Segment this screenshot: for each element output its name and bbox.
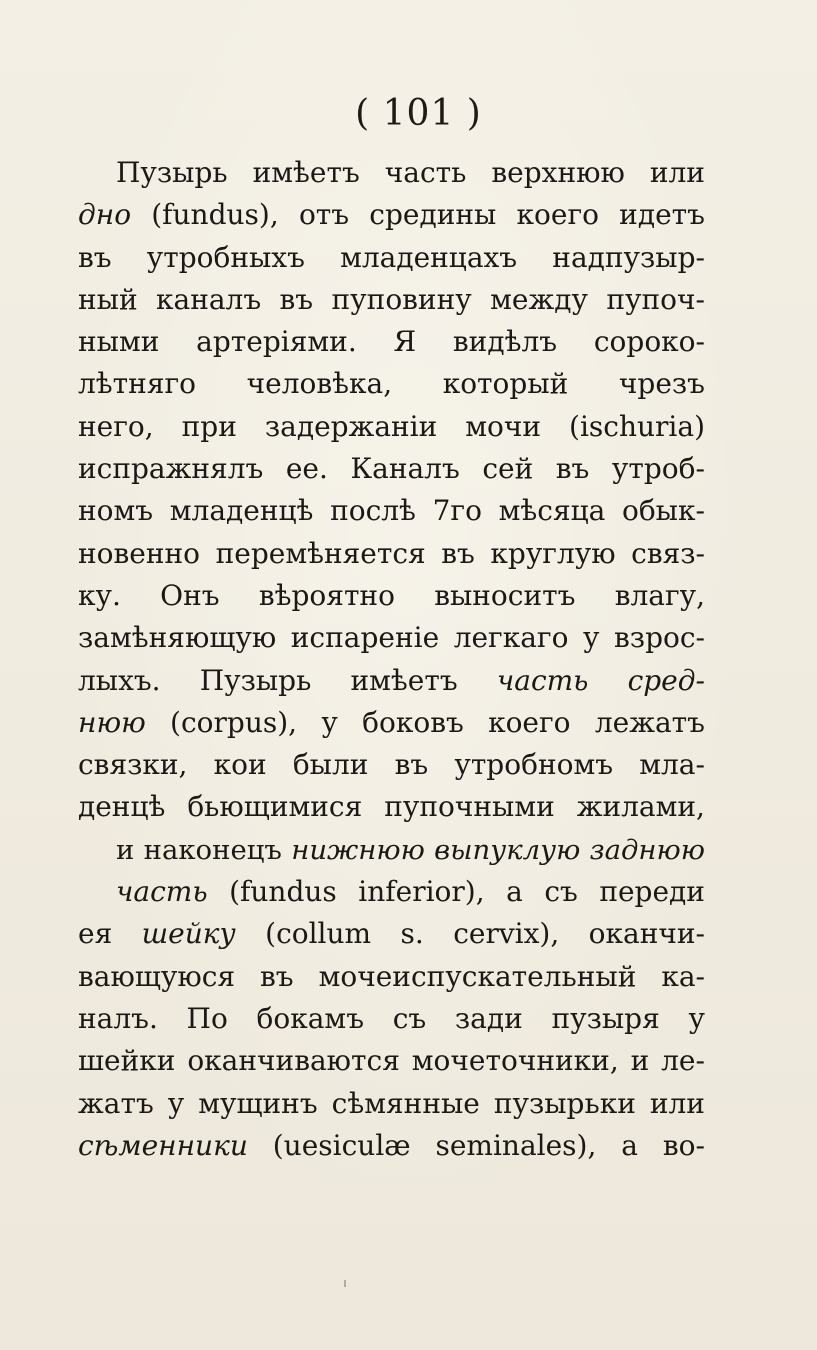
word: во-: [662, 1128, 705, 1162]
word: (fundus: [229, 875, 337, 909]
word: мущинъ: [198, 1086, 318, 1120]
word: ее.: [285, 452, 328, 486]
word: оканчиваются: [187, 1044, 400, 1078]
word: сѣмянные: [331, 1086, 480, 1120]
word: и: [630, 1044, 650, 1078]
word: утробномъ: [454, 748, 614, 782]
word: (uesiculæ: [272, 1128, 411, 1162]
word: съ: [392, 1001, 427, 1035]
word: (fundus),: [151, 198, 279, 232]
word: ея: [78, 917, 113, 951]
body-text: [78, 152, 705, 1167]
text-line: [78, 1125, 705, 1167]
word: и: [116, 833, 135, 866]
word: у: [583, 621, 600, 655]
word: seminales),: [435, 1128, 597, 1162]
text-line: [78, 194, 705, 236]
word: нюю: [78, 705, 146, 739]
text-line: [78, 490, 705, 532]
word: испражнялъ: [78, 452, 264, 486]
word: кои: [213, 748, 267, 782]
word: сороко-: [593, 325, 705, 359]
word: въ: [555, 452, 590, 486]
word: него,: [78, 409, 154, 443]
word: По: [186, 1001, 228, 1035]
word: отъ: [298, 198, 350, 232]
word: сред-: [627, 663, 705, 697]
word: шейку: [141, 917, 236, 951]
word: утробныхъ: [146, 240, 305, 274]
word: ле-: [661, 1044, 705, 1078]
word: въ: [441, 536, 475, 570]
word: младенцахъ: [340, 240, 518, 274]
word: выпуклую: [434, 833, 581, 866]
word: пузыря: [551, 1001, 660, 1035]
page-number: ( 101 ): [355, 93, 482, 134]
word: пупоч-: [606, 282, 705, 316]
word: дно: [78, 198, 132, 232]
word: бокамъ: [256, 1001, 365, 1035]
word: утроб-: [611, 452, 705, 486]
word: мочеточники,: [411, 1044, 619, 1078]
word: артерiями.: [196, 325, 357, 359]
word: съ: [544, 875, 578, 909]
word: зади: [454, 1001, 523, 1035]
word: верхнюю: [491, 156, 625, 189]
word: младенцѣ: [169, 494, 314, 528]
word: жатъ: [78, 1086, 154, 1120]
word: новенно: [78, 536, 201, 570]
word: взрос-: [614, 621, 705, 655]
word: человѣка,: [246, 367, 393, 401]
word: нижнюю: [291, 833, 425, 866]
word: мочи: [465, 409, 542, 443]
text-line: [78, 956, 705, 998]
word: круглую: [490, 536, 616, 570]
word: Я: [393, 325, 417, 359]
word: при: [181, 409, 237, 443]
word: у: [321, 705, 338, 739]
word: сѣменники: [78, 1128, 248, 1162]
text-line: [78, 237, 705, 279]
text-line: [78, 660, 705, 702]
word: замѣняющую: [78, 621, 277, 655]
word: перемѣняется: [215, 536, 426, 570]
word: были: [292, 748, 369, 782]
text-line: [78, 617, 705, 659]
word: ку.: [78, 578, 121, 612]
text-line: [78, 702, 705, 744]
word: пузырьки: [493, 1086, 636, 1120]
word: 7го: [432, 494, 482, 528]
word: въ: [260, 959, 294, 993]
word: пупочными: [384, 790, 555, 824]
word: въ: [279, 282, 314, 316]
word: денцѣ: [78, 790, 166, 824]
word: испаренiе: [290, 621, 440, 655]
word: сей: [482, 452, 534, 486]
word: часть: [496, 663, 589, 697]
word: номъ: [78, 494, 154, 528]
scan-speck: [344, 1280, 346, 1287]
word: связки,: [78, 748, 188, 782]
word: (ischuria): [569, 409, 705, 443]
text-line: [78, 321, 705, 363]
word: жилами,: [576, 790, 705, 824]
word: бьющимися: [187, 790, 363, 824]
word: легкаго: [453, 621, 569, 655]
word: вающуюся: [78, 959, 236, 993]
text-line: [78, 363, 705, 405]
word: или: [649, 156, 705, 189]
word: мѣсяца: [498, 494, 606, 528]
word: между: [490, 282, 588, 316]
text-line: [78, 913, 705, 955]
word: или: [649, 1086, 705, 1120]
word: ка-: [661, 959, 705, 993]
word: s.: [400, 917, 424, 951]
word: у: [167, 1086, 185, 1120]
word: налъ.: [78, 1001, 158, 1035]
word: видѣлъ: [452, 325, 558, 359]
text-line: [78, 279, 705, 321]
word: лѣтняго: [78, 367, 197, 401]
word: который: [442, 367, 569, 401]
word: часть: [384, 156, 467, 189]
word: связ-: [631, 536, 705, 570]
word: ными: [78, 325, 160, 359]
word: боковъ: [362, 705, 464, 739]
text-line: [78, 406, 705, 448]
word: имѣетъ: [252, 156, 360, 189]
word: inferior),: [358, 875, 485, 909]
word: задержанiи: [264, 409, 438, 443]
word: лыхъ.: [78, 663, 161, 697]
word: коего: [488, 705, 571, 739]
word: послѣ: [330, 494, 416, 528]
word: заднюю: [589, 833, 705, 866]
word: вѣроятно: [258, 578, 395, 612]
word: у: [688, 1001, 705, 1035]
word: а: [621, 1128, 638, 1162]
text-line: [78, 575, 705, 617]
word: Онъ: [160, 578, 220, 612]
word: мла-: [639, 748, 705, 782]
word: лежатъ: [594, 705, 705, 739]
word: выноситъ: [434, 578, 576, 612]
word: надпузыр-: [552, 240, 705, 274]
word: наконецъ: [143, 833, 282, 866]
word: (corpus),: [170, 705, 298, 739]
text-line: [78, 744, 705, 786]
word: каналъ: [156, 282, 262, 316]
text-line: [78, 533, 705, 575]
word: обык-: [621, 494, 705, 528]
word: Каналъ: [350, 452, 460, 486]
word: часть: [116, 875, 208, 909]
word: пуповину: [331, 282, 472, 316]
text-line: [78, 871, 705, 913]
word: cervix),: [453, 917, 560, 951]
word: чрезъ: [618, 367, 705, 401]
word: мочеиспускательный: [318, 959, 637, 993]
word: въ: [78, 240, 112, 274]
word: (collum: [265, 917, 372, 951]
text-line: [78, 152, 705, 194]
word: Пузырь: [116, 156, 228, 189]
word: коего: [516, 198, 599, 232]
word: ный: [78, 282, 138, 316]
word: средины: [369, 198, 497, 232]
word: идетъ: [619, 198, 705, 232]
text-line: [78, 1083, 705, 1125]
word: переди: [599, 875, 705, 909]
text-line: [78, 786, 705, 828]
text-line: [78, 829, 705, 871]
word: шейки: [78, 1044, 176, 1078]
word: а: [506, 875, 523, 909]
word: въ: [394, 748, 429, 782]
text-line: [78, 1040, 705, 1082]
word: оканчи-: [588, 917, 705, 951]
word: влагу,: [614, 578, 705, 612]
word: Пузырь: [199, 663, 312, 697]
text-line: [78, 448, 705, 490]
text-line: [78, 998, 705, 1040]
word: имѣетъ: [350, 663, 458, 697]
